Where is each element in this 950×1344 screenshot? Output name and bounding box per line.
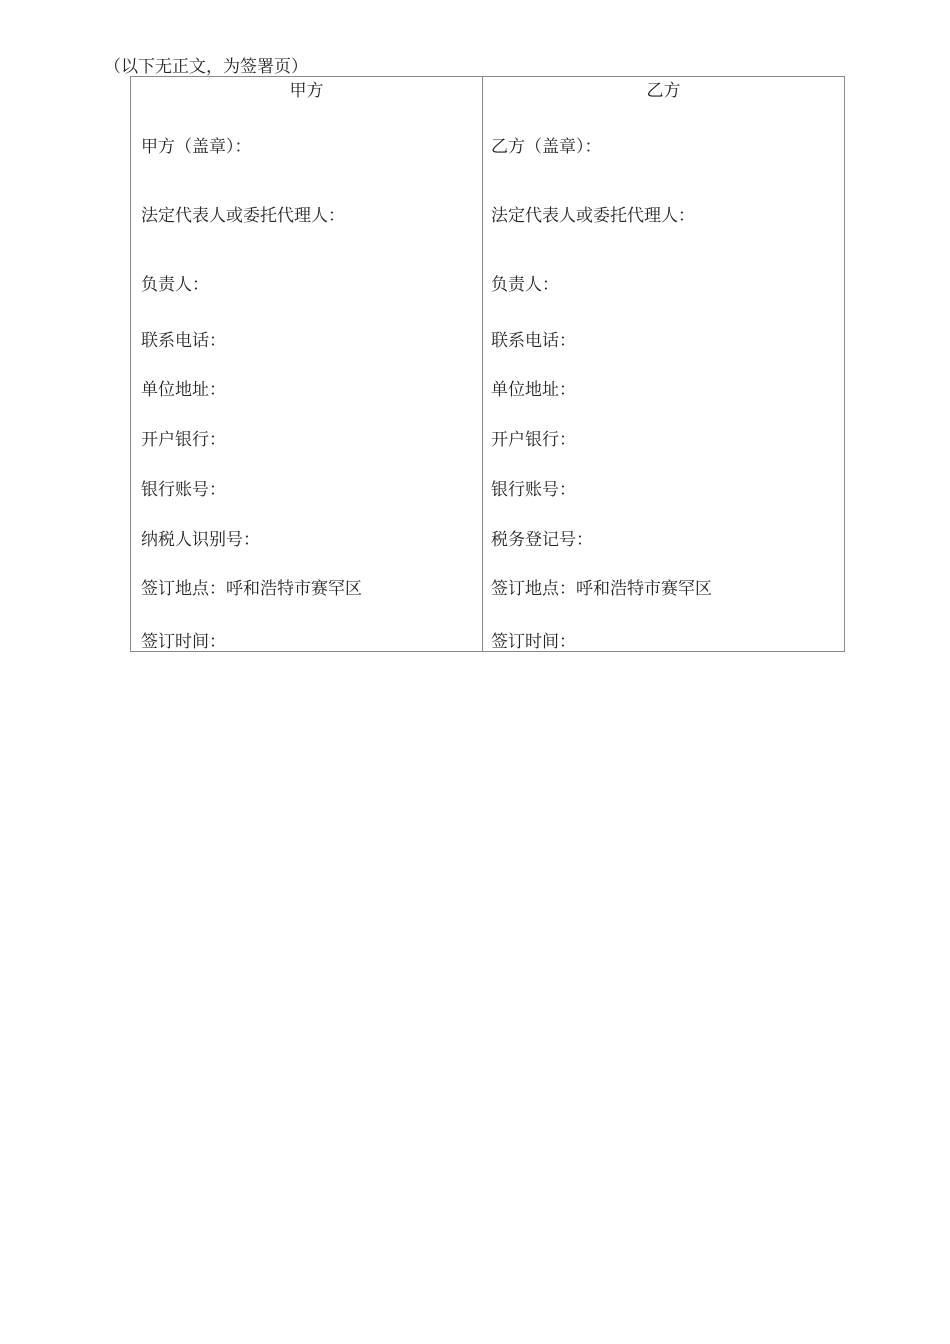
- party-b-signing-time-label: 签订时间：: [491, 632, 576, 652]
- party-a-bank-label: 开户银行：: [141, 430, 226, 450]
- party-b-account-label: 银行账号：: [491, 480, 576, 500]
- party-b-signing-place: 签订地点：呼和浩特市赛罕区: [491, 579, 712, 599]
- party-a-signing-place: 签订地点：呼和浩特市赛罕区: [141, 579, 362, 599]
- party-a-tax-id-label: 纳税人识别号：: [141, 530, 260, 550]
- party-b-phone-label: 联系电话：: [491, 331, 576, 351]
- party-b-bank-label: 开户银行：: [491, 430, 576, 450]
- party-a-person-in-charge-label: 负责人：: [141, 275, 209, 295]
- party-a-phone-label: 联系电话：: [141, 331, 226, 351]
- party-b-person-in-charge-label: 负责人：: [491, 275, 559, 295]
- party-a-account-label: 银行账号：: [141, 480, 226, 500]
- party-b-column: [483, 77, 844, 651]
- party-a-header: 甲方: [289, 81, 324, 101]
- party-a-signing-time-label: 签订时间：: [141, 632, 226, 652]
- party-a-seal-label: 甲方（盖章）：: [141, 137, 252, 157]
- party-a-column: [131, 77, 482, 651]
- party-b-header: 乙方: [646, 81, 681, 101]
- party-b-representative-label: 法定代表人或委托代理人：: [491, 206, 695, 226]
- signature-table: [130, 76, 845, 652]
- party-b-tax-registration-label: 税务登记号：: [491, 530, 593, 550]
- party-a-representative-label: 法定代表人或委托代理人：: [141, 206, 345, 226]
- party-b-address-label: 单位地址：: [491, 380, 576, 400]
- signature-page-note: （以下无正文，为签署页）: [104, 57, 308, 77]
- party-b-seal-label: 乙方（盖章）：: [491, 137, 602, 157]
- party-a-address-label: 单位地址：: [141, 380, 226, 400]
